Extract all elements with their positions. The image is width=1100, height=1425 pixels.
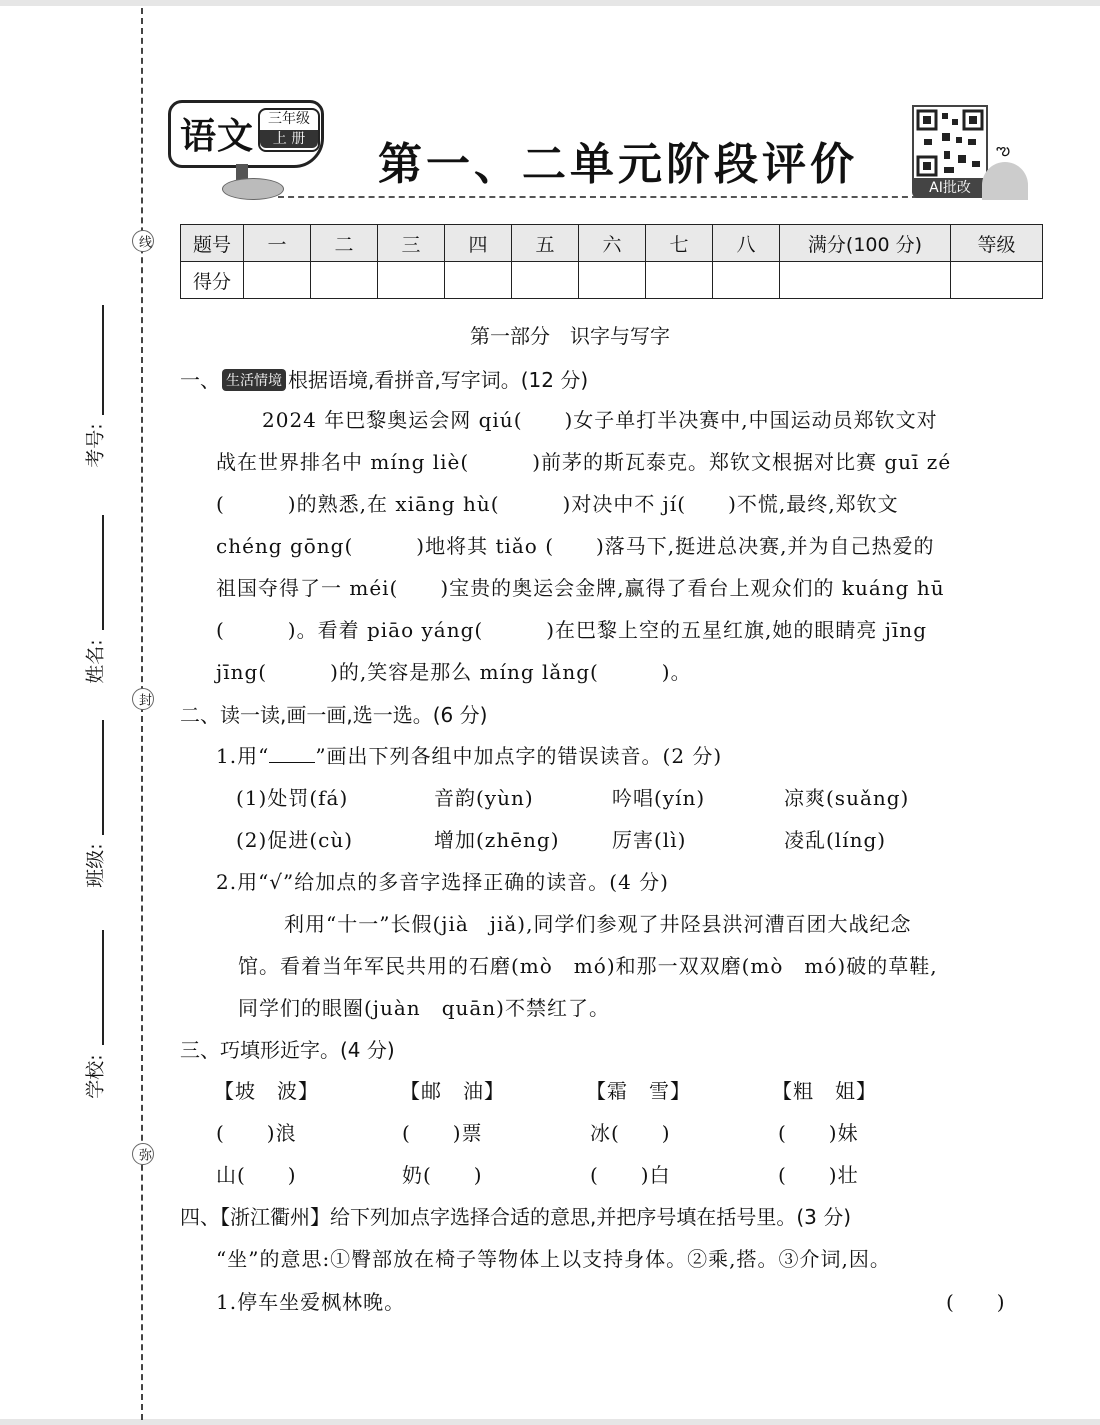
score-cell[interactable] <box>512 262 579 299</box>
page-title: 第一、二单元阶段评价 <box>378 139 858 190</box>
q2-sub2-instruction: 2.用“√”给加点的多音字选择正确的读音。(4 分) <box>216 870 669 894</box>
q2-sub2-line: 利用“十一”长假(jià jiǎ),同学们参观了井陉县洪河漕百团大战纪念 <box>284 912 912 936</box>
score-table-header-row <box>181 225 1043 262</box>
qr-code[interactable] <box>912 105 986 195</box>
question-2-title: 二、读一读,画一画,选一选。(6 分) <box>180 703 488 727</box>
q2-sub2-line: 同学们的眼圈(juàn quān)不禁红了。 <box>238 996 610 1020</box>
score-table-score-row <box>181 262 1043 299</box>
name-line[interactable] <box>102 515 104 630</box>
score-cell[interactable] <box>713 262 780 299</box>
q3-blank[interactable]: 冰( ) <box>590 1121 671 1145</box>
subject-badge <box>168 100 340 200</box>
score-cell[interactable] <box>378 262 445 299</box>
q4-item-1: 1.停车坐爱枫林晚。 <box>216 1290 406 1314</box>
q2-option[interactable]: 增加(zhēng) <box>434 828 560 852</box>
question-1-number: 一、 <box>180 368 220 392</box>
name-label: 姓名: <box>84 639 107 684</box>
score-header-cell: 满分(100 分) <box>780 225 951 262</box>
class-line[interactable] <box>102 720 104 835</box>
q3-blank[interactable]: ( )妹 <box>778 1121 859 1145</box>
title-divider <box>278 196 918 198</box>
qr-code-icon <box>912 105 988 181</box>
q1-line: 祖国夺得了一 méi( )宝贵的奥运会金牌,赢得了看台上观众们的 kuáng hū <box>216 576 945 600</box>
school-label: 学校: <box>84 1054 107 1099</box>
life-context-tag: 生活情境 <box>222 369 286 391</box>
q3-blank[interactable]: 山( ) <box>216 1163 297 1187</box>
q1-line: jīng( )的,笑容是那么 míng lǎng( )。 <box>216 660 692 684</box>
q2-sub2-line: 馆。看着当年军民共用的石磨(mò mó)和那一双双磨(mò mó)破的草鞋, <box>238 954 938 978</box>
cut-mark-mi: 弥 <box>132 1143 154 1165</box>
part-one-title: 第一部分 识字与写字 <box>470 324 670 348</box>
q1-line: ( )。看着 piāo yáng( )在巴黎上空的五星红旗,她的眼睛亮 jīng <box>216 618 927 642</box>
grade-bottom: 上 册 <box>260 130 318 148</box>
question-4-title: 四、【浙江衢州】给下列加点字选择合适的意思,并把序号填在括号里。(3 分) <box>180 1205 852 1229</box>
q3-blank[interactable]: ( )白 <box>590 1163 671 1187</box>
score-header-cell: 题号 <box>181 225 244 262</box>
q2-option[interactable]: 凉爽(suǎng) <box>784 786 910 810</box>
class-label: 班级: <box>84 843 107 888</box>
underline-sample <box>269 746 315 763</box>
score-header-cell: 五 <box>512 225 579 262</box>
q2-option[interactable]: 吟唱(yín) <box>612 786 706 810</box>
q4-answer-box[interactable]: ( ) <box>946 1290 1006 1314</box>
q1-line: chéng gōng( )地将其 tiǎo ( )落马下,挺进总决赛,并为自己热爱的 <box>216 534 935 558</box>
score-header-cell: 二 <box>311 225 378 262</box>
q2-sub1-post: ”画出下列各组中加点字的错误读音。(2 分) <box>315 744 723 768</box>
cut-mark-feng: 封 <box>132 688 154 710</box>
score-header-cell: 三 <box>378 225 445 262</box>
q3-blank[interactable]: ( )浪 <box>216 1121 297 1145</box>
q1-line: 战在世界排名中 míng liè( )前茅的斯瓦泰克。郑钦文根据对比赛 guī zé <box>216 450 952 474</box>
butterfly-icon: ఌ <box>996 140 1011 159</box>
question-1-text: 根据语境,看拼音,写字词。(12 分) <box>288 368 589 392</box>
score-cell[interactable] <box>646 262 713 299</box>
ai-grading-label: AI批改 <box>912 178 988 198</box>
score-table <box>180 224 1043 299</box>
question-3-title: 三、巧填形近字。(4 分) <box>180 1038 395 1062</box>
q1-line: ( )的熟悉,在 xiāng hù( )对决中不 jí( )不慌,最终,郑钦文 <box>216 492 899 516</box>
score-cell[interactable] <box>311 262 378 299</box>
q2-option[interactable]: 音韵(yùn) <box>434 786 534 810</box>
score-cell[interactable] <box>244 262 311 299</box>
score-header-cell: 七 <box>646 225 713 262</box>
score-header-cell: 四 <box>445 225 512 262</box>
binding-cut-line <box>141 8 143 1420</box>
cut-mark-xian: 线 <box>132 230 154 252</box>
grade-top: 三年级 <box>268 111 310 127</box>
school-line[interactable] <box>102 930 104 1045</box>
hill-decoration <box>982 162 1028 200</box>
q2-option[interactable]: (1)处罚(fá) <box>236 786 349 810</box>
score-header-cell: 六 <box>579 225 646 262</box>
q3-blank[interactable]: ( )壮 <box>778 1163 859 1187</box>
badge-rock <box>222 178 284 200</box>
q2-option[interactable]: 凌乱(líng) <box>784 828 887 852</box>
score-cell[interactable] <box>951 262 1043 299</box>
q3-blank[interactable]: ( )票 <box>402 1121 483 1145</box>
score-cell[interactable] <box>445 262 512 299</box>
exam-number-line[interactable] <box>102 305 104 415</box>
subject-label: 语文 <box>180 116 255 157</box>
q2-option[interactable]: (2)促进(cù) <box>236 828 354 852</box>
grade-label <box>258 108 320 152</box>
question-1-title <box>180 364 588 393</box>
q2-option[interactable]: 厉害(lì) <box>612 828 687 852</box>
q3-pair: 【邮 油】 <box>400 1079 505 1103</box>
score-row-label: 得分 <box>181 262 244 299</box>
q3-pair: 【坡 波】 <box>214 1079 319 1103</box>
q3-pair: 【霜 雪】 <box>586 1079 691 1103</box>
score-cell[interactable] <box>780 262 951 299</box>
q2-sub1-pre: 1.用“ <box>216 744 270 768</box>
q4-meaning: “坐”的意思:①臀部放在椅子等物体上以支持身体。②乘,搭。③介词,因。 <box>216 1247 891 1271</box>
score-cell[interactable] <box>579 262 646 299</box>
page-top-edge <box>0 0 1100 6</box>
q1-line: 2024 年巴黎奥运会网 qiú( )女子单打半决赛中,中国运动员郑钦文对 <box>262 408 938 432</box>
q3-blank[interactable]: 奶( ) <box>402 1163 483 1187</box>
score-header-cell: 等级 <box>951 225 1043 262</box>
page-bottom-edge <box>0 1419 1100 1425</box>
score-header-cell: 八 <box>713 225 780 262</box>
q3-pair: 【粗 姐】 <box>772 1079 877 1103</box>
exam-number-label: 考号: <box>84 423 107 468</box>
score-header-cell: 一 <box>244 225 311 262</box>
q2-sub1-instruction <box>216 740 722 769</box>
